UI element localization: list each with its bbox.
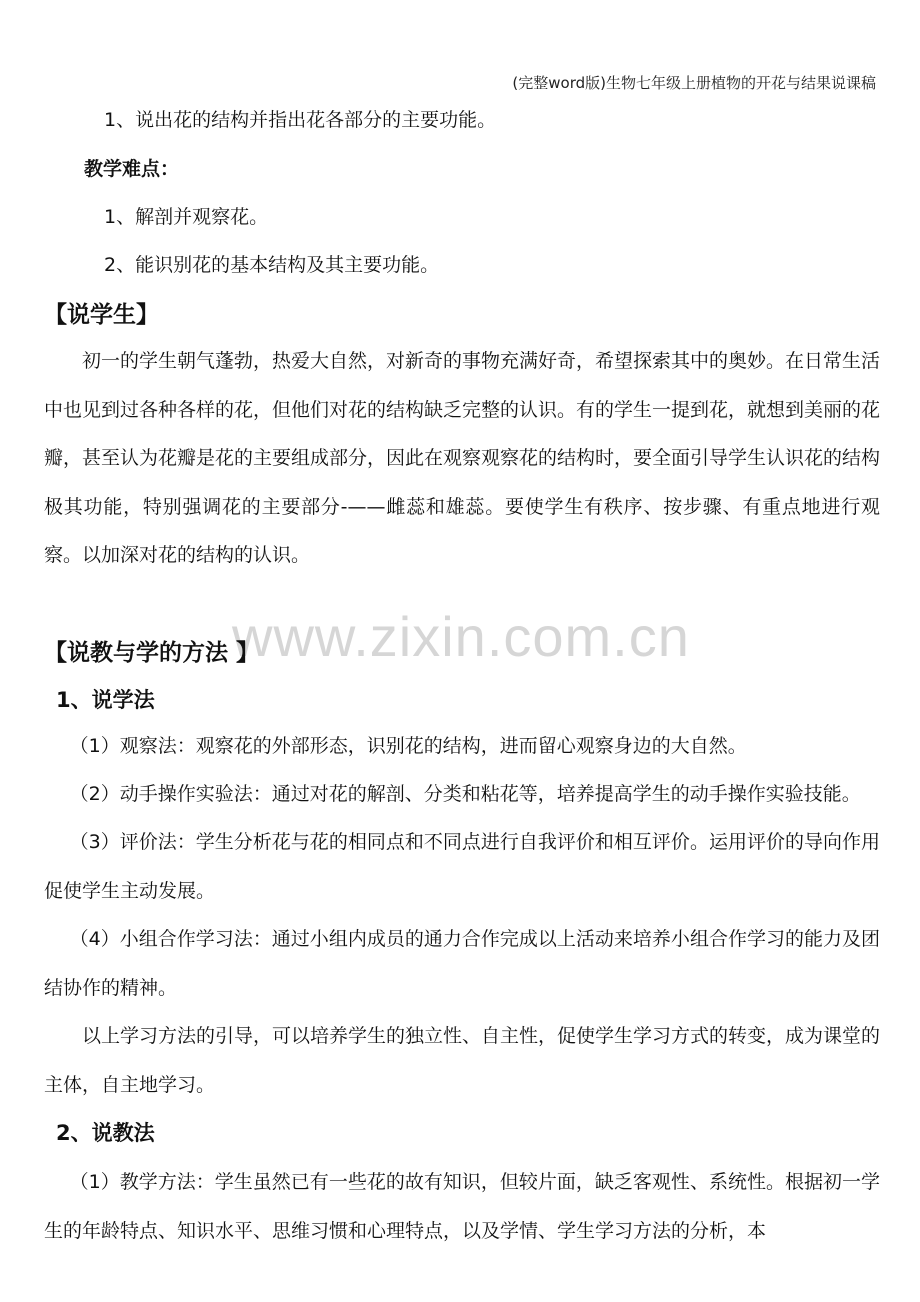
section-heading-methods: 【说教与学的方法 】	[44, 640, 260, 666]
watermark: www.zixin.com.cn	[232, 605, 690, 668]
difficulty-item-1: 1、解剖并观察花。	[104, 206, 269, 228]
difficulty-item-2: 2、能识别花的基本结构及其主要功能。	[104, 254, 440, 276]
students-paragraph: 初一的学生朝气蓬勃，热爱大自然，对新奇的事物充满好奇，希望探索其中的奥妙。在日常生活中也见到过各种各样的花，但他们对花的结构缺乏完整的认识。有的学生一提到花，就想到美丽的花瓣，甚至认为花瓣是花的主要组成部分，因此在观察观察花的结构时，要全面引导学生认识花的结构极其功能，特别强调花的主要部分-——雌蕊和雄蕊。要使学生有秩序、按步骤、有重点地进行观察。以加深对花的结构的认识。	[44, 350, 881, 566]
difficulty-heading: 教学难点：	[84, 158, 180, 180]
section-heading-students: 【说学生】	[44, 302, 159, 328]
teaching-method-paragraph: （1）教学方法：学生虽然已有一些花的故有知识，但较片面，缺乏客观性、系统性。根据初一学生的年龄特点、知识水平、思维习惯和心理特点，以及学情、学生学习方法的分析，本	[44, 1171, 880, 1242]
learning-method-4: （4）小组合作学习法：通过小组内成员的通力合作完成以上活动来培养小组合作学习的能力及团结协作的精神。	[44, 928, 880, 999]
focus-item-1: 1、说出花的结构并指出花各部分的主要功能。	[104, 109, 497, 131]
learning-method-1: （1）观察法：观察花的外部形态，识别花的结构，进而留心观察身边的大自然。	[69, 735, 747, 757]
page-header-title: (完整word版)生物七年级上册植物的开花与结果说课稿	[512, 74, 876, 92]
subheading-learning-methods: 1、说学法	[56, 688, 155, 712]
subheading-teaching-methods: 2、说教法	[56, 1121, 155, 1145]
learning-methods-summary: 以上学习方法的引导，可以培养学生的独立性、自主性，促使学生学习方式的转变，成为课堂的主体，自主地学习。	[44, 1025, 881, 1096]
learning-method-3: （3）评价法：学生分析花与花的相同点和不同点进行自我评价和相互评价。运用评价的导向作用促使学生主动发展。	[44, 831, 880, 902]
learning-method-2: （2）动手操作实验法：通过对花的解剖、分类和粘花等，培养提高学生的动手操作实验技能。	[69, 783, 861, 805]
